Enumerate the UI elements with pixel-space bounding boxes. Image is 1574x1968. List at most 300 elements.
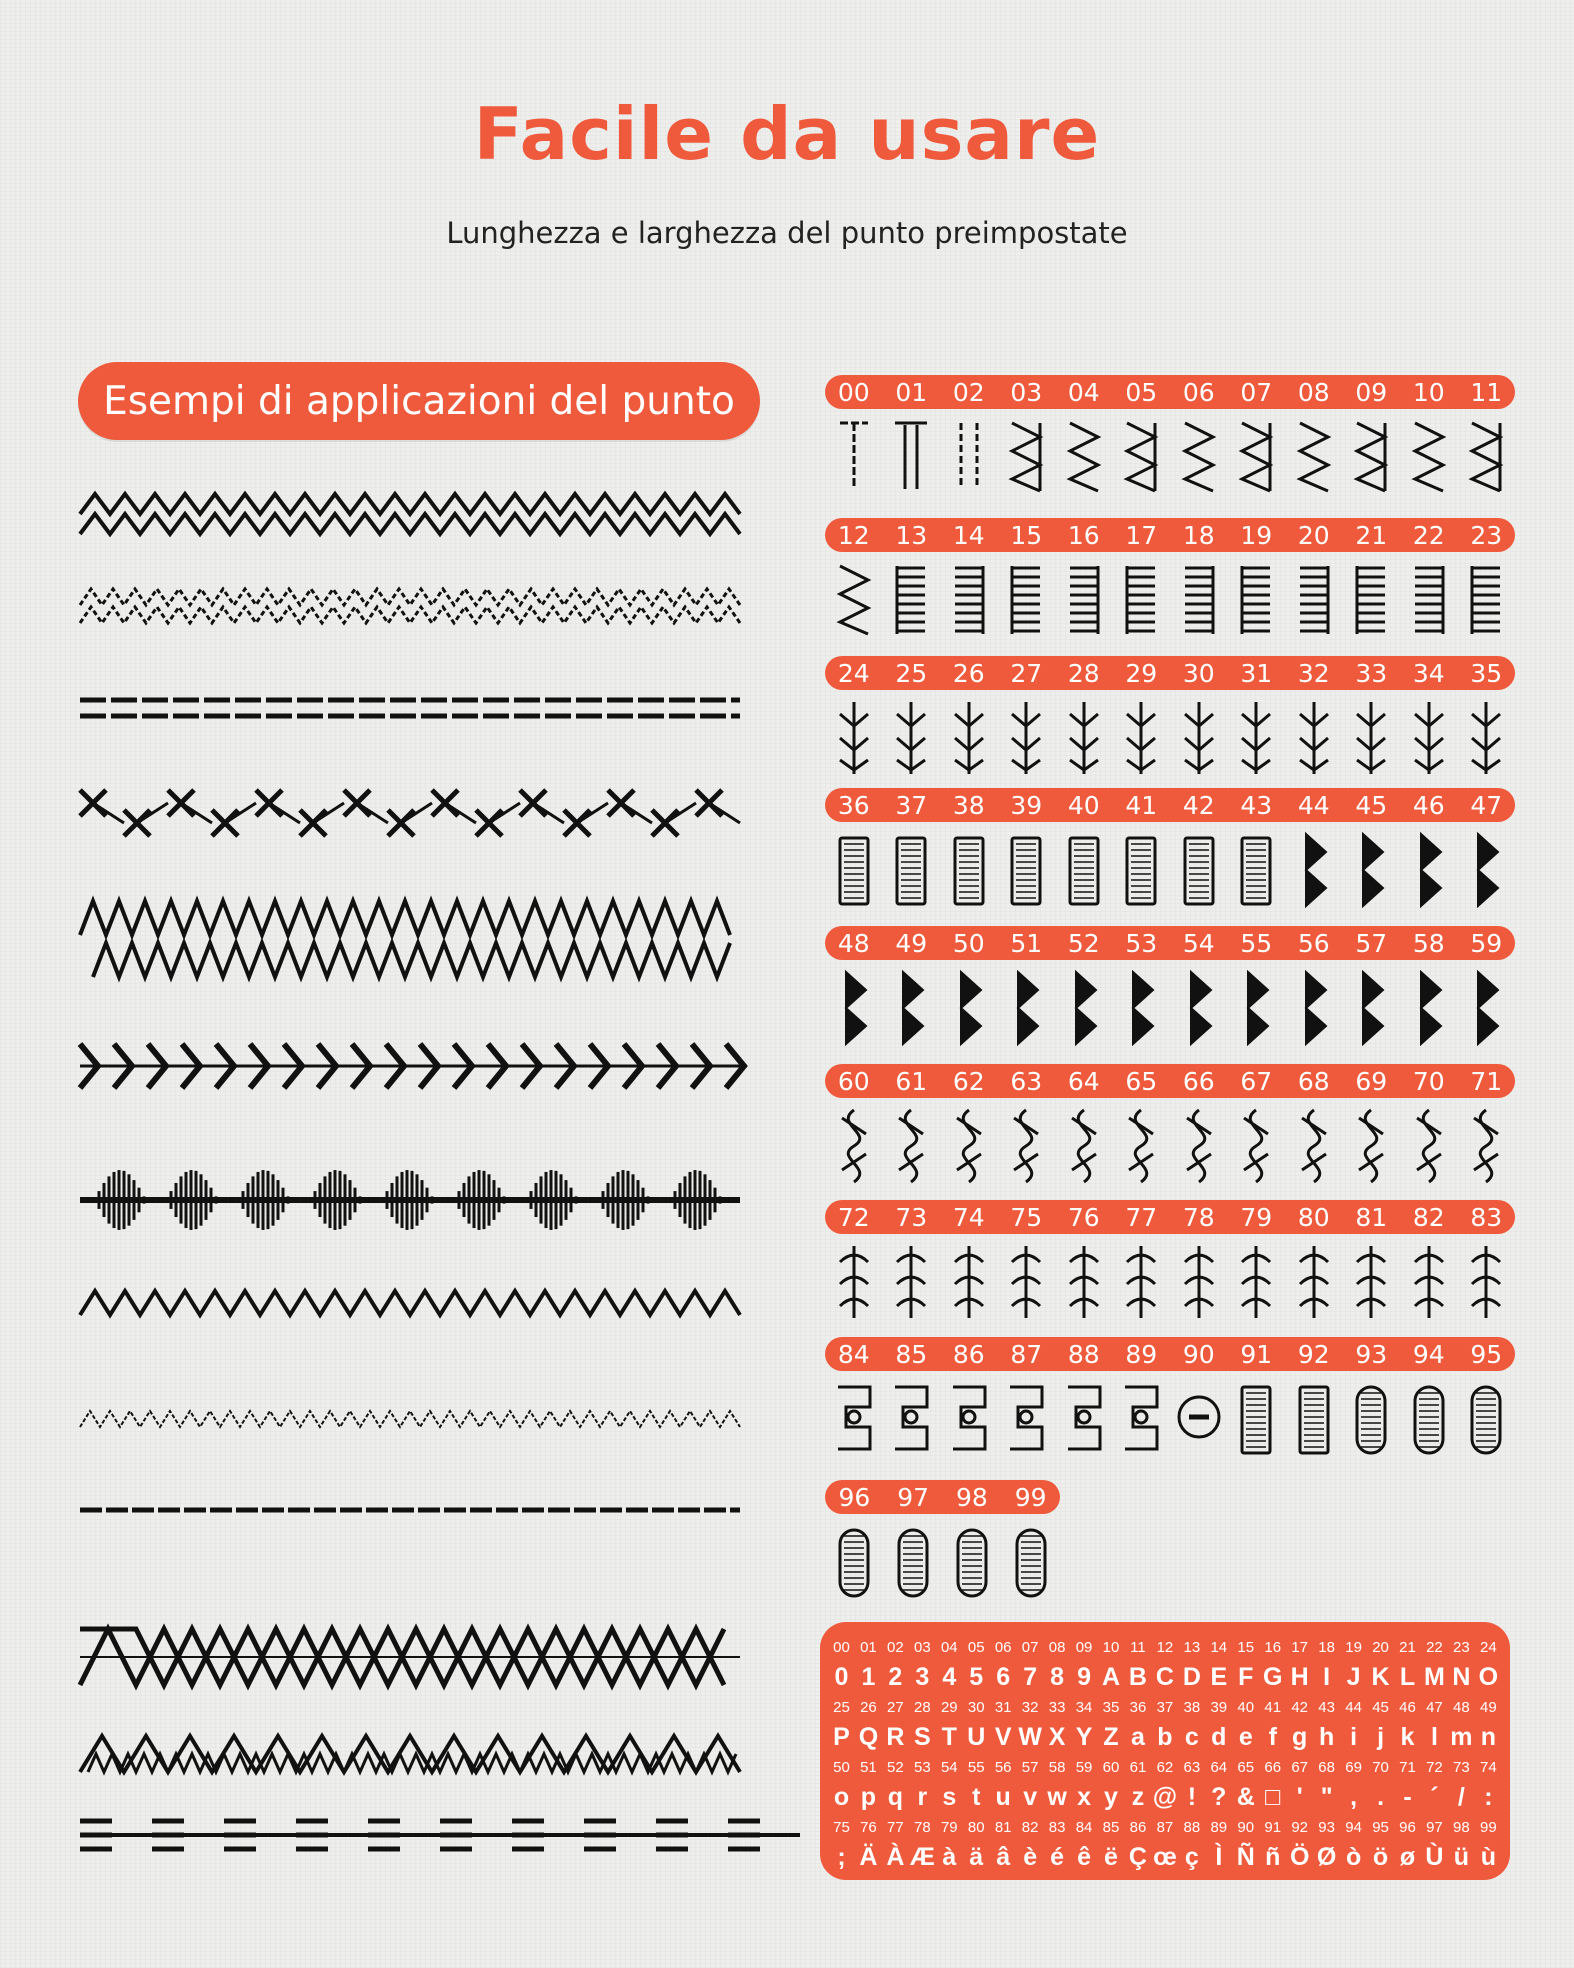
alphabet-char: A [1101, 1663, 1121, 1691]
alphabet-char: , [1350, 1783, 1358, 1811]
stitch-number: 75 [1010, 1202, 1043, 1232]
stitch-icon-row [825, 1520, 1060, 1602]
stitch-20-icon [1286, 558, 1342, 640]
alphabet-char: G [1263, 1663, 1283, 1691]
stitch-08-icon [1286, 415, 1342, 497]
alphabet-char: / [1457, 1783, 1465, 1811]
stitch-22-icon [1401, 558, 1457, 640]
stitch-number: 57 [1355, 928, 1388, 958]
alphabet-number: 74 [1480, 1759, 1497, 1776]
stitch-93-icon [1343, 1377, 1399, 1459]
alphabet-char-row [828, 1840, 1502, 1876]
stitch-45-icon [1343, 828, 1399, 910]
alphabet-number: 15 [1237, 1639, 1255, 1656]
stitch-95-icon [1458, 1377, 1514, 1459]
stitch-icon-row [825, 1377, 1515, 1459]
stitch-97-icon [885, 1520, 941, 1602]
alphabet-number-row [828, 1636, 1502, 1660]
stitch-54-icon [1171, 966, 1227, 1048]
alphabet-number: 70 [1372, 1759, 1389, 1776]
stitch-number: 44 [1297, 790, 1330, 820]
page-title: Facile da usare [473, 92, 1101, 176]
alphabet-char: v [1023, 1783, 1038, 1811]
stitch-number: 72 [837, 1202, 870, 1232]
stitch-05-icon [1113, 415, 1169, 497]
alphabet-number: 42 [1291, 1699, 1309, 1716]
alphabet-char: U [967, 1723, 986, 1751]
alphabet-char: 2 [888, 1663, 903, 1691]
stitch-number: 98 [955, 1482, 988, 1512]
alphabet-char: Ì [1215, 1843, 1223, 1871]
alphabet-char-row [828, 1660, 1502, 1696]
stitch-number: 34 [1412, 658, 1445, 688]
alphabet-number: 40 [1237, 1699, 1255, 1716]
alphabet-char: ñ [1265, 1843, 1281, 1871]
alphabet-char: O [1478, 1663, 1499, 1691]
stitch-number: 11 [1470, 377, 1503, 407]
stitch-15-icon [998, 558, 1054, 640]
alphabet-char: m [1450, 1723, 1473, 1751]
alphabet-char: 6 [996, 1663, 1011, 1691]
stitch-70-icon [1401, 1104, 1457, 1186]
stitch-19-icon [1228, 558, 1284, 640]
alphabet-number: 54 [940, 1759, 958, 1776]
alphabet-number: 51 [860, 1759, 877, 1776]
stitch-number-bar [825, 1337, 1515, 1371]
alphabet-number: 21 [1399, 1639, 1416, 1656]
alphabet-number: 48 [1453, 1699, 1470, 1716]
stitch-number-bar [825, 518, 1515, 552]
alphabet-number: 86 [1129, 1819, 1147, 1836]
stitch-number: 70 [1412, 1066, 1445, 1096]
alphabet-char: V [994, 1723, 1012, 1751]
stitch-80-icon [1286, 1240, 1342, 1322]
stitch-number: 99 [1014, 1482, 1047, 1512]
alphabet-char: J [1346, 1663, 1361, 1691]
alphabet-char: B [1128, 1663, 1147, 1691]
alphabet-char: ü [1453, 1843, 1470, 1871]
stitch-number: 54 [1182, 928, 1215, 958]
alphabet-number: 22 [1426, 1639, 1443, 1656]
alphabet-char-row [828, 1780, 1502, 1816]
dashed-zigzag-stitch-icon [80, 585, 740, 635]
alphabet-number: 60 [1102, 1759, 1120, 1776]
alphabet-char: □ [1265, 1783, 1281, 1811]
alphabet-number: 50 [833, 1759, 850, 1776]
stitch-41-icon [1113, 828, 1169, 910]
alphabet-char: k [1400, 1723, 1415, 1751]
stitch-58-icon [1401, 966, 1457, 1048]
alphabet-char: t [972, 1783, 981, 1811]
alphabet-char: - [1403, 1783, 1412, 1811]
stitch-42-icon [1171, 828, 1227, 910]
stitch-number: 96 [838, 1482, 871, 1512]
stitch-number: 65 [1125, 1066, 1158, 1096]
alphabet-number: 84 [1075, 1819, 1093, 1836]
alphabet-number: 09 [1075, 1639, 1093, 1656]
stitch-26-icon [941, 696, 997, 778]
stitch-77-icon [1113, 1240, 1169, 1322]
stitch-number: 38 [952, 790, 985, 820]
stitch-40-icon [1056, 828, 1112, 910]
stitch-number: 43 [1240, 790, 1273, 820]
stitch-11-icon [1458, 415, 1514, 497]
alphabet-char: À [886, 1843, 905, 1871]
alphabet-char: Ñ [1236, 1843, 1255, 1871]
alphabet-number: 83 [1048, 1819, 1066, 1836]
stitch-number: 18 [1182, 520, 1215, 550]
alphabet-number: 55 [967, 1759, 985, 1776]
stitch-78-icon [1171, 1240, 1227, 1322]
stitch-48-icon [826, 966, 882, 1048]
stitch-91-icon [1228, 1377, 1284, 1459]
stitch-number: 31 [1240, 658, 1273, 688]
stitch-number: 01 [895, 377, 928, 407]
stitch-number-bar [825, 1064, 1515, 1098]
stitch-number: 08 [1297, 377, 1330, 407]
alphabet-char: Ä [859, 1843, 878, 1871]
stitch-60-icon [826, 1104, 882, 1186]
alphabet-number: 67 [1291, 1759, 1309, 1776]
stitch-number: 59 [1470, 928, 1503, 958]
alphabet-number: 24 [1480, 1639, 1497, 1656]
alphabet-char: ò [1345, 1843, 1362, 1871]
alphabet-number: 85 [1102, 1819, 1120, 1836]
stitch-number: 56 [1297, 928, 1330, 958]
stitch-number: 30 [1182, 658, 1215, 688]
alphabet-number: 45 [1372, 1699, 1389, 1716]
stitch-63-icon [998, 1104, 1054, 1186]
alphabet-char: z [1131, 1783, 1145, 1811]
alphabet-number: 75 [833, 1819, 850, 1836]
alphabet-number: 13 [1183, 1639, 1201, 1656]
stitch-16-icon [1056, 558, 1112, 640]
stitch-52-icon [1056, 966, 1112, 1048]
alphabet-char: e [1238, 1723, 1253, 1751]
alphabet-number: 81 [994, 1819, 1012, 1836]
alphabet-number: 72 [1426, 1759, 1443, 1776]
stitch-number: 49 [895, 928, 928, 958]
stitch-number: 20 [1297, 520, 1330, 550]
alphabet-number: 20 [1372, 1639, 1389, 1656]
stitch-number: 94 [1412, 1339, 1445, 1369]
stitch-number: 55 [1240, 928, 1273, 958]
stitch-number: 22 [1412, 520, 1445, 550]
satin-diamond-stitch-icon [80, 1160, 740, 1240]
alphabet-number: 64 [1210, 1759, 1228, 1776]
alphabet-char: w [1047, 1783, 1067, 1811]
alphabet-char: ç [1184, 1843, 1199, 1871]
stitch-92-icon [1286, 1377, 1342, 1459]
stitch-number: 21 [1355, 520, 1388, 550]
stitch-number: 15 [1010, 520, 1043, 550]
alphabet-number: 37 [1156, 1699, 1174, 1716]
alphabet-char: " [1320, 1783, 1333, 1811]
alphabet-char: Y [1075, 1723, 1093, 1751]
stitch-number: 07 [1240, 377, 1273, 407]
alphabet-number: 31 [994, 1699, 1012, 1716]
alphabet-number: 65 [1237, 1759, 1255, 1776]
stitch-65-icon [1113, 1104, 1169, 1186]
stitch-number: 51 [1010, 928, 1043, 958]
stitch-number: 63 [1010, 1066, 1043, 1096]
alphabet-char: é [1050, 1843, 1065, 1871]
stitch-icon-row [825, 558, 1515, 640]
alphabet-number: 44 [1345, 1699, 1362, 1716]
chevron-stitch-icon [80, 1040, 740, 1100]
stitch-34-icon [1401, 696, 1457, 778]
stitch-number: 87 [1010, 1339, 1043, 1369]
double-zigzag-stitch-icon [80, 490, 740, 550]
stitch-68-icon [1286, 1104, 1342, 1186]
stitch-number: 76 [1067, 1202, 1100, 1232]
stitch-number: 85 [895, 1339, 928, 1369]
alphabet-number: 97 [1426, 1819, 1443, 1836]
stitch-number: 81 [1355, 1202, 1388, 1232]
stitch-number: 35 [1470, 658, 1503, 688]
alphabet-char: ´ [1430, 1783, 1439, 1811]
stitch-number: 19 [1240, 520, 1273, 550]
stitch-64-icon [1056, 1104, 1112, 1186]
alphabet-char: è [1023, 1843, 1038, 1871]
alphabet-number: 71 [1399, 1759, 1416, 1776]
alphabet-number: 17 [1291, 1639, 1309, 1656]
alphabet-number: 28 [913, 1699, 931, 1716]
uneven-zigzag-stitch-icon [80, 1730, 740, 1780]
stitch-29-icon [1113, 696, 1169, 778]
stitch-number: 62 [952, 1066, 985, 1096]
alphabet-number: 34 [1075, 1699, 1093, 1716]
alphabet-char: à [942, 1843, 957, 1871]
alphabet-char: M [1424, 1663, 1445, 1691]
stitch-88-icon [1056, 1377, 1112, 1459]
alphabet-number: 87 [1156, 1819, 1174, 1836]
stitch-number: 36 [837, 790, 870, 820]
stitch-75-icon [998, 1240, 1054, 1322]
alphabet-char: Z [1103, 1723, 1119, 1751]
alphabet-char: R [886, 1723, 905, 1751]
stitch-71-icon [1458, 1104, 1514, 1186]
stitch-number: 47 [1470, 790, 1503, 820]
alphabet-number: 43 [1318, 1699, 1335, 1716]
alphabet-number: 96 [1399, 1819, 1416, 1836]
alphabet-char: Ù [1425, 1843, 1444, 1871]
stitch-38-icon [941, 828, 997, 910]
stitch-number: 61 [895, 1066, 928, 1096]
stitch-number: 95 [1470, 1339, 1503, 1369]
stitch-53-icon [1113, 966, 1169, 1048]
cross-stitch-icon [80, 790, 740, 850]
alphabet-char: S [913, 1723, 931, 1751]
alphabet-char: n [1480, 1723, 1496, 1751]
alphabet-number: 53 [913, 1759, 931, 1776]
stitch-number: 29 [1125, 658, 1158, 688]
stitch-number: 93 [1355, 1339, 1388, 1369]
stitch-76-icon [1056, 1240, 1112, 1322]
alphabet-char: 5 [969, 1663, 984, 1691]
alphabet-number: 19 [1345, 1639, 1362, 1656]
alphabet-char: L [1399, 1663, 1416, 1691]
stitch-number: 90 [1182, 1339, 1215, 1369]
stitch-56-icon [1286, 966, 1342, 1048]
page-subtitle: Lunghezza e larghezza del punto preimpostate [446, 216, 1128, 250]
alphabet-number: 29 [940, 1699, 958, 1716]
alphabet-char: X [1048, 1723, 1066, 1751]
stitch-21-icon [1343, 558, 1399, 640]
stitch-67-icon [1228, 1104, 1284, 1186]
alphabet-number: 47 [1426, 1699, 1443, 1716]
alphabet-char: ! [1187, 1783, 1197, 1811]
stitch-35-icon [1458, 696, 1514, 778]
alphabet-number: 10 [1102, 1639, 1120, 1656]
alphabet-char: : [1484, 1783, 1493, 1811]
stitch-number-bar [825, 926, 1515, 960]
stitch-number: 84 [837, 1339, 870, 1369]
stitch-number: 71 [1470, 1066, 1503, 1096]
stitch-43-icon [1228, 828, 1284, 910]
alphabet-number: 73 [1453, 1759, 1470, 1776]
stitch-number: 73 [895, 1202, 928, 1232]
stitch-number: 28 [1067, 658, 1100, 688]
stitch-number-bar [825, 788, 1515, 822]
stitch-number: 12 [837, 520, 870, 550]
stitch-39-icon [998, 828, 1054, 910]
stitch-74-icon [941, 1240, 997, 1322]
stitch-number: 24 [837, 658, 870, 688]
alphabet-number: 62 [1156, 1759, 1174, 1776]
alphabet-char: I [1323, 1663, 1331, 1691]
fine-zigzag-stitch-icon [80, 1405, 740, 1445]
stitch-46-icon [1401, 828, 1457, 910]
alphabet-number: 39 [1210, 1699, 1228, 1716]
alphabet-char: s [942, 1783, 957, 1811]
stitch-number: 40 [1067, 790, 1100, 820]
alphabet-char: ø [1399, 1843, 1416, 1871]
stitch-84-icon [826, 1377, 882, 1459]
stitch-28-icon [1056, 696, 1112, 778]
alphabet-number: 07 [1021, 1639, 1039, 1656]
alphabet-char: Æ [909, 1843, 935, 1871]
stitch-30-icon [1171, 696, 1227, 778]
stitch-90-icon [1171, 1377, 1227, 1459]
alphabet-number: 99 [1480, 1819, 1497, 1836]
stitch-36-icon [826, 828, 882, 910]
stitch-32-icon [1286, 696, 1342, 778]
alphabet-char: 7 [1023, 1663, 1038, 1691]
stitch-icon-row [825, 966, 1515, 1048]
alphabet-char: h [1318, 1723, 1335, 1751]
alphabet-number: 66 [1264, 1759, 1282, 1776]
stitch-72-icon [826, 1240, 882, 1322]
alphabet-char: y [1104, 1783, 1118, 1811]
stitch-number-bar [825, 375, 1515, 409]
stitch-23-icon [1458, 558, 1514, 640]
alphabet-number: 88 [1183, 1819, 1201, 1836]
stitch-number: 92 [1297, 1339, 1330, 1369]
stitch-14-icon [941, 558, 997, 640]
stitch-number: 53 [1125, 928, 1158, 958]
alphabet-number: 23 [1453, 1639, 1470, 1656]
stitch-96-icon [826, 1520, 882, 1602]
stitch-86-icon [941, 1377, 997, 1459]
stitch-89-icon [1113, 1377, 1169, 1459]
straight-stitch-icon [80, 1500, 740, 1520]
alphabet-number: 02 [887, 1639, 904, 1656]
stitch-number: 66 [1182, 1066, 1215, 1096]
stitch-number: 41 [1125, 790, 1158, 820]
alphabet-char: q [887, 1783, 904, 1811]
stitch-55-icon [1228, 966, 1284, 1048]
alphabet-number: 93 [1318, 1819, 1335, 1836]
double-dashed-line-stitch-icon [80, 690, 740, 730]
stitch-number: 17 [1125, 520, 1158, 550]
alphabet-char: & [1236, 1783, 1255, 1811]
stitch-number: 14 [952, 520, 985, 550]
alphabet-char: 8 [1050, 1663, 1065, 1691]
stitch-number: 23 [1470, 520, 1503, 550]
alphabet-number: 30 [967, 1699, 985, 1716]
stitch-number: 39 [1010, 790, 1043, 820]
alphabet-number: 18 [1318, 1639, 1335, 1656]
alphabet-char: o [833, 1783, 850, 1811]
samples-label-pill [78, 362, 760, 440]
stitch-12-icon [826, 558, 882, 640]
alphabet-char: c [1184, 1723, 1199, 1751]
stitch-number: 52 [1067, 928, 1100, 958]
alphabet-number: 78 [913, 1819, 931, 1836]
alphabet-char: ù [1480, 1843, 1496, 1871]
alphabet-char: 3 [915, 1663, 930, 1691]
alphabet-char: ê [1077, 1843, 1091, 1871]
stitch-37-icon [883, 828, 939, 910]
alphabet-char: C [1155, 1663, 1174, 1691]
stitch-18-icon [1171, 558, 1227, 640]
stitch-number: 79 [1240, 1202, 1273, 1232]
stitch-98-icon [944, 1520, 1000, 1602]
zigzag-stitch-icon [80, 1285, 740, 1325]
alphabet-char: T [941, 1723, 957, 1751]
alphabet-number: 77 [887, 1819, 904, 1836]
stitch-69-icon [1343, 1104, 1399, 1186]
stitch-00-icon [826, 415, 882, 497]
stitch-13-icon [883, 558, 939, 640]
stitch-number: 46 [1412, 790, 1445, 820]
stitch-number: 58 [1412, 928, 1445, 958]
stitch-number: 86 [952, 1339, 985, 1369]
stitch-number: 88 [1067, 1339, 1100, 1369]
alphabet-char: ë [1104, 1843, 1118, 1871]
stitch-number-bar [825, 656, 1515, 690]
stitch-79-icon [1228, 1240, 1284, 1322]
stitch-number: 80 [1297, 1202, 1330, 1232]
stitch-number-bar [825, 1480, 1060, 1514]
stitch-number: 83 [1470, 1202, 1503, 1232]
alphabet-char-row [828, 1720, 1502, 1756]
stitch-number: 42 [1182, 790, 1215, 820]
alphabet-number: 57 [1021, 1759, 1039, 1776]
alphabet-char: P [833, 1723, 850, 1751]
stitch-number: 06 [1182, 377, 1215, 407]
alphabet-number: 08 [1048, 1639, 1066, 1656]
stitch-25-icon [883, 696, 939, 778]
alphabet-char: œ [1153, 1843, 1177, 1871]
stitch-33-icon [1343, 696, 1399, 778]
stitch-81-icon [1343, 1240, 1399, 1322]
stitch-number: 27 [1010, 658, 1043, 688]
stitch-44-icon [1286, 828, 1342, 910]
stitch-01-icon [883, 415, 939, 497]
stitch-10-icon [1401, 415, 1457, 497]
